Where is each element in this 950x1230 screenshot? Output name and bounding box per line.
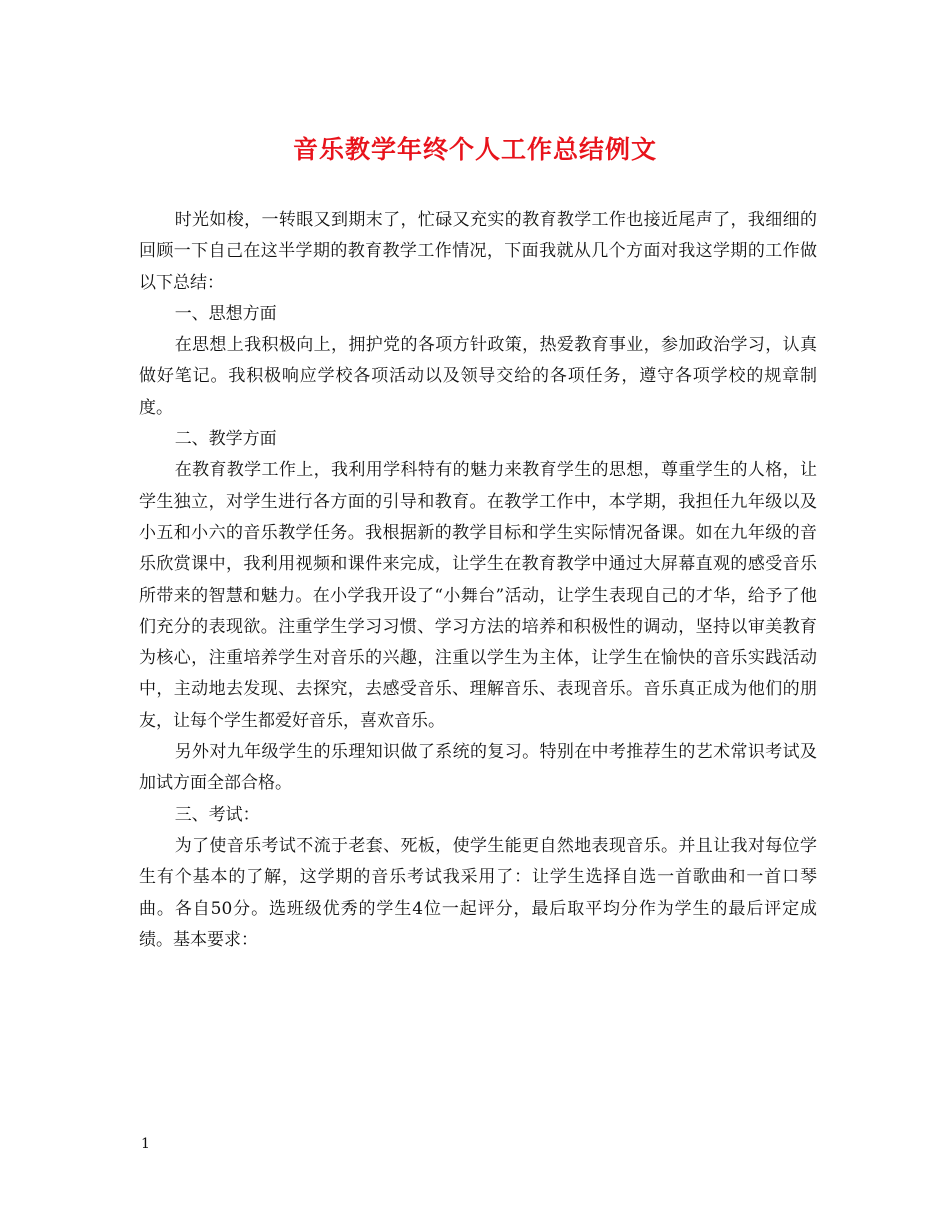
document-body bbox=[139, 205, 817, 956]
exam-paragraph: 为了使音乐考试不流于老套、死板，使学生能更自然地表现音乐。并且让我对每位学生有个基本的了解，这学期的音乐考试我采用了：让学生选择自选一首歌曲和一首口琴曲。各自50分。选班级优秀的学生4位一起评分，最后取平均分作为学生的最后评定成绩。基本要求： bbox=[139, 835, 817, 950]
section-heading-teaching: 二、教学方面 bbox=[174, 429, 277, 450]
document-title: 音乐教学年终个人工作总结例文 bbox=[292, 135, 657, 164]
intro-paragraph: 时光如梭，一转眼又到期末了，忙碌又充实的教育教学工作也接近尾声了，我细细的回顾一下自己在这半学期的教育教学工作情况，下面我就从几个方面对我这学期的工作做以下总结： bbox=[139, 210, 817, 293]
review-paragraph: 另外对九年级学生的乐理知识做了系统的复习。特别在中考推荐生的艺术常识考试及加试方面全部合格。 bbox=[139, 742, 817, 794]
teaching-paragraph: 在教育教学工作上，我利用学科特有的魅力来教育学生的思想，尊重学生的人格，让学生独立，对学生进行各方面的引导和教育。在教学工作中，本学期，我担任九年级以及小五和小六的音乐教学任务。我根据新的教学目标和学生实际情况备课。如在九年级的音乐欣赏课中，我利用视频和课件来完成，让学生在教育教学中通过大屏幕直观的感受音乐所带来的智慧和魅力。在小学我开设了“小舞台”活动，让学生表现自己的才华，给予了他们充分的表现欲。注重学生学习习惯、学习方法的培养和积极性的调动，坚持以审美教育为核心，注重培养学生对音乐的兴趣，注重以学生为主体，让学生在愉快的音乐实践活动中，主动地去发现、去探究，去感受音乐、理解音乐、表现音乐。音乐真正成为他们的朋友，让每个学生都爱好音乐，喜欢音乐。 bbox=[139, 460, 817, 731]
page-number: 1 bbox=[141, 1136, 150, 1152]
section-heading-ideology: 一、思想方面 bbox=[174, 303, 277, 324]
section-heading-exam: 三、考试： bbox=[174, 804, 260, 825]
ideology-paragraph: 在思想上我积极向上，拥护党的各项方针政策，热爱教育事业，参加政治学习，认真做好笔记。我积极响应学校各项活动以及领导交给的各项任务，遵守各项学校的规章制度。 bbox=[139, 335, 817, 418]
